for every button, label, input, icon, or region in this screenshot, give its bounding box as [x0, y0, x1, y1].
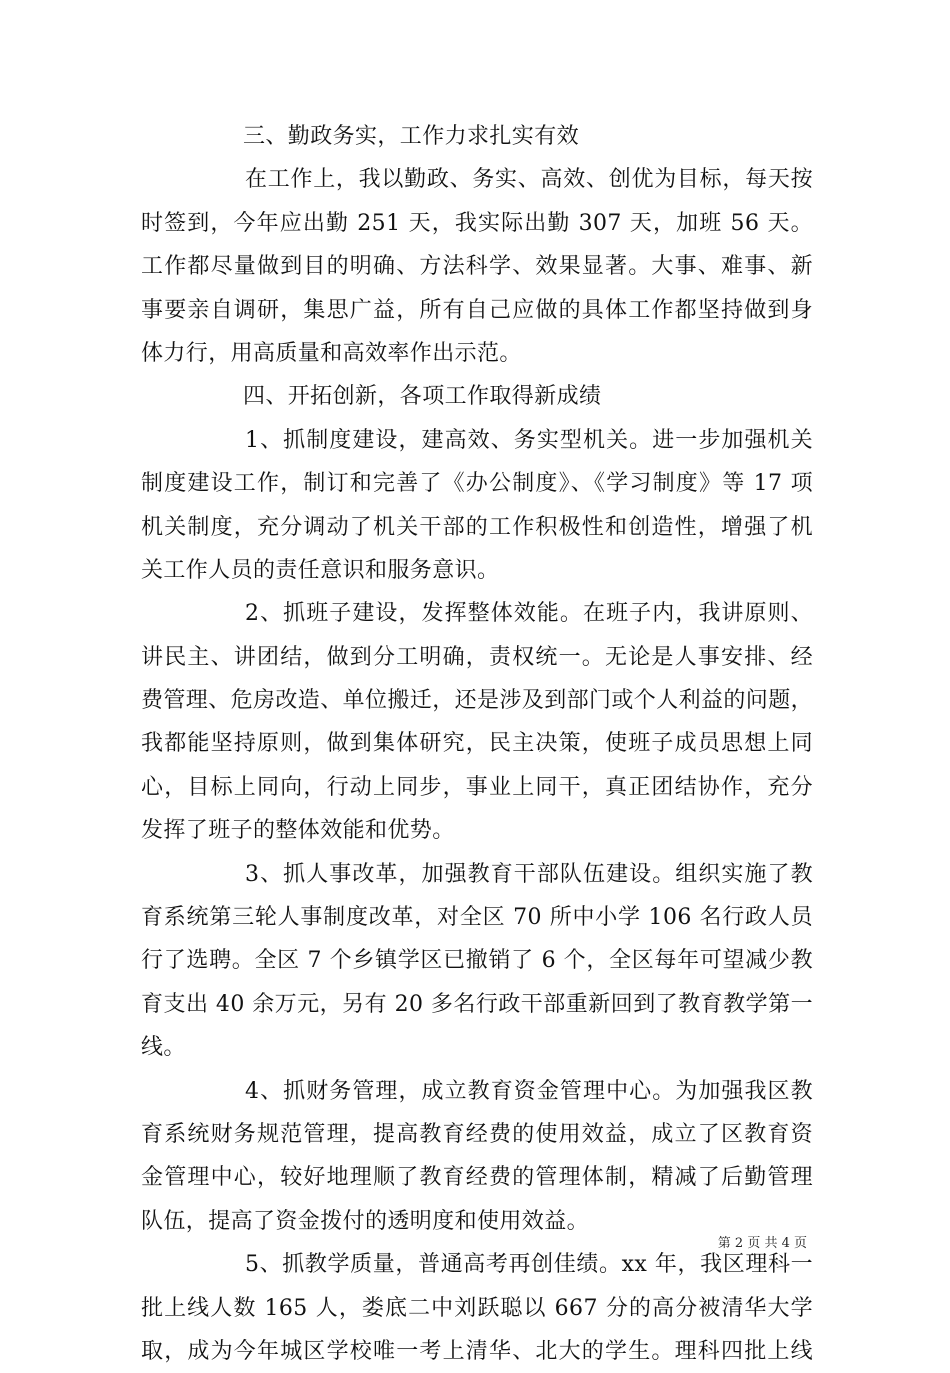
text-line: 心，目标上同向，行动上同步，事业上同干，真正团结协作，充分	[141, 774, 813, 800]
text-line: 体力行，用高质量和高效率作出示范。	[141, 340, 522, 366]
text-line: 行了选聘。全区 7 个乡镇学区已撤销了 6 个，全区每年可望减少教	[141, 948, 813, 974]
text-line: 工作都尽量做到目的明确、方法科学、效果显著。大事、难事、新	[141, 254, 813, 280]
text-line: 取，成为今年城区学校唯一考上清华、北大的学生。理科四批上线	[141, 1338, 813, 1364]
text-line: 线。	[141, 1035, 186, 1061]
text-line: 4、抓财务管理，成立教育资金管理中心。为加强我区教	[245, 1078, 813, 1104]
text-line: 机关制度，充分调动了机关干部的工作积极性和创造性，增强了机	[141, 514, 813, 540]
text-line: 费管理、危房改造、单位搬迁，还是涉及到部门或个人利益的问题，	[141, 688, 813, 714]
text-line: 1、抓制度建设，建高效、务实型机关。进一步加强机关	[245, 427, 813, 453]
text-line: 2、抓班子建设，发挥整体效能。在班子内，我讲原则、	[245, 601, 813, 627]
text-line: 批上线人数 165 人，娄底二中刘跃聪以 667 分的高分被清华大学	[141, 1295, 813, 1321]
text-line: 金管理中心，较好地理顺了教育经费的管理体制，精减了后勤管理	[141, 1165, 813, 1191]
text-line: 育支出 40 余万元，另有 20 多名行政干部重新回到了教育教学第一	[141, 991, 813, 1017]
text-line: 我都能坚持原则，做到集体研究，民主决策，使班子成员思想上同	[141, 731, 813, 757]
text-line: 在工作上，我以勤政、务实、高效、创优为目标，每天按	[245, 167, 813, 193]
text-line: 讲民主、讲团结，做到分工明确，责权统一。无论是人事安排、经	[141, 644, 813, 670]
text-line: 时签到，今年应出勤 251 天，我实际出勤 307 天，加班 56 天。	[141, 210, 813, 236]
text-line: 3、抓人事改革，加强教育干部队伍建设。组织实施了教	[245, 861, 813, 887]
text-line: 四、开拓创新，各项工作取得新成绩	[243, 384, 602, 410]
page-footer: 第 2 页 共 4 页	[717, 1236, 807, 1251]
text-line: 育系统第三轮人事制度改革，对全区 70 所中小学 106 名行政人员	[141, 905, 813, 931]
text-line: 关工作人员的责任意识和服务意识。	[141, 557, 500, 583]
text-line: 三、勤政务实，工作力求扎实有效	[243, 124, 580, 149]
document-body	[141, 115, 813, 1373]
text-line: 制度建设工作，制订和完善了《办公制度》、《学习制度》等 17 项	[141, 471, 813, 497]
text-line: 队伍，提高了资金拨付的透明度和使用效益。	[141, 1208, 590, 1234]
text-line: 事要亲自调研，集思广益，所有自己应做的具体工作都坚持做到身	[141, 297, 813, 323]
text-line: 育系统财务规范管理，提高教育经费的使用效益，成立了区教育资	[141, 1121, 813, 1147]
text-line: 发挥了班子的整体效能和优势。	[141, 818, 455, 844]
text-line: 5、抓教学质量，普通高考再创佳绩。xx 年，我区理科一	[245, 1252, 813, 1278]
